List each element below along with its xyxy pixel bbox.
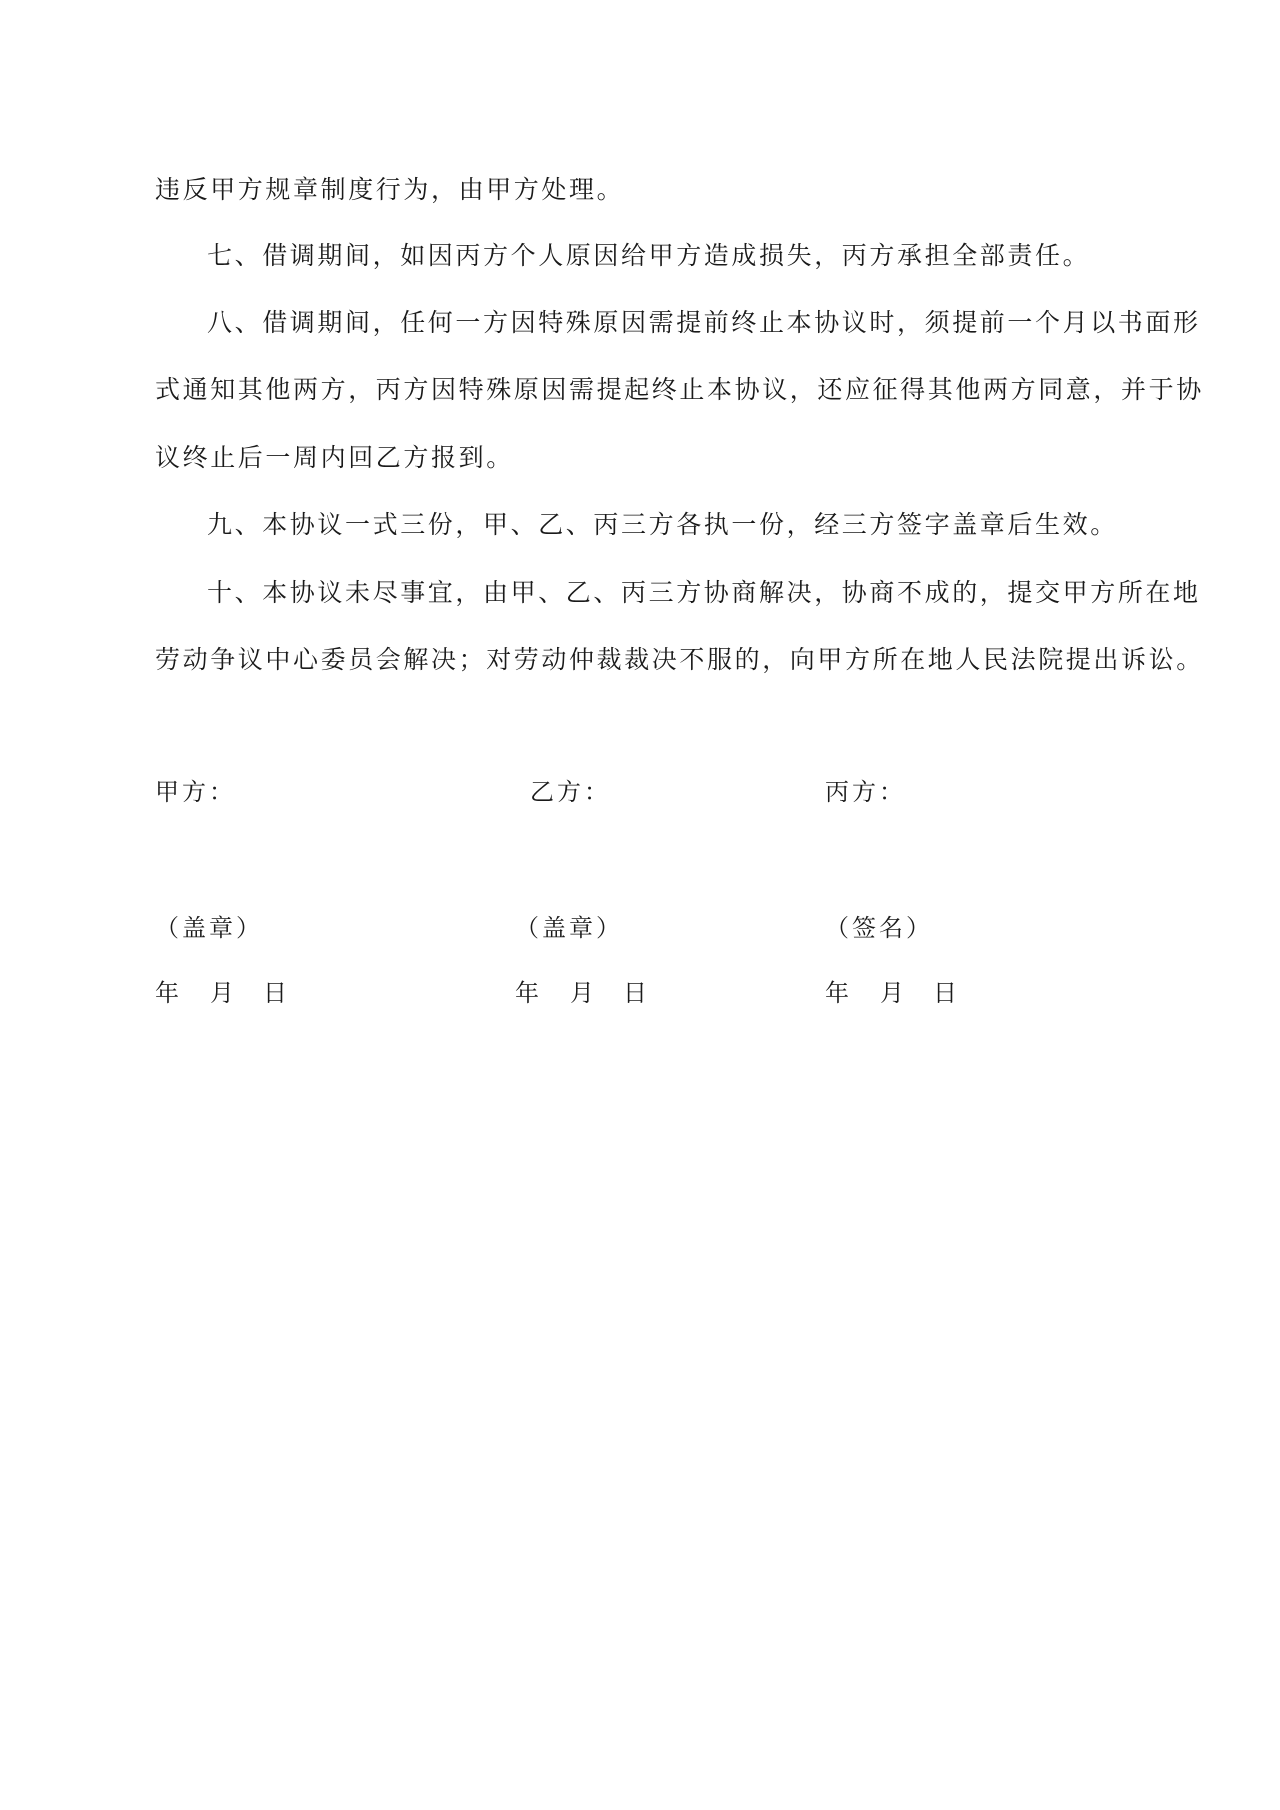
party-c-signature: （签名）	[825, 914, 933, 942]
clause-10-cont: 劳动争议中心委员会解决；对劳动仲裁裁决不服的，向甲方所在地人民法院提出诉讼。	[155, 645, 1204, 674]
party-a-seal: （盖章）	[155, 914, 263, 942]
party-c-label: 丙方：	[825, 778, 906, 806]
month-label: 月	[210, 979, 237, 1007]
month-label: 月	[880, 979, 907, 1007]
paragraph-line: 违反甲方规章制度行为，由甲方处理。	[155, 175, 625, 204]
clause-10: 十、本协议未尽事宜，由甲、乙、丙三方协商解决，协商不成的，提交甲方所在地	[207, 578, 1201, 607]
day-label: 日	[263, 979, 290, 1007]
year-label: 年	[155, 979, 182, 1007]
party-a-date	[155, 978, 290, 1008]
party-a-label: 甲方：	[155, 778, 236, 806]
day-label: 日	[933, 979, 960, 1007]
clause-8: 八、借调期间，任何一方因特殊原因需提前终止本协议时，须提前一个月以书面形	[207, 308, 1201, 337]
clause-7: 七、借调期间，如因丙方个人原因给甲方造成损失，丙方承担全部责任。	[207, 241, 1091, 270]
clause-8-end: 议终止后一周内回乙方报到。	[155, 443, 514, 472]
year-label: 年	[825, 979, 852, 1007]
party-c-date	[825, 978, 960, 1008]
year-label: 年	[515, 979, 542, 1007]
day-label: 日	[623, 979, 650, 1007]
clause-8-cont: 式通知其他两方，丙方因特殊原因需提起终止本协议，还应征得其他两方同意，并于协	[155, 375, 1204, 404]
month-label: 月	[570, 979, 597, 1007]
party-b-label: 乙方：	[530, 778, 611, 806]
clause-9: 九、本协议一式三份，甲、乙、丙三方各执一份，经三方签字盖章后生效。	[207, 510, 1118, 539]
party-b-date	[515, 978, 650, 1008]
party-b-seal: （盖章）	[515, 914, 623, 942]
